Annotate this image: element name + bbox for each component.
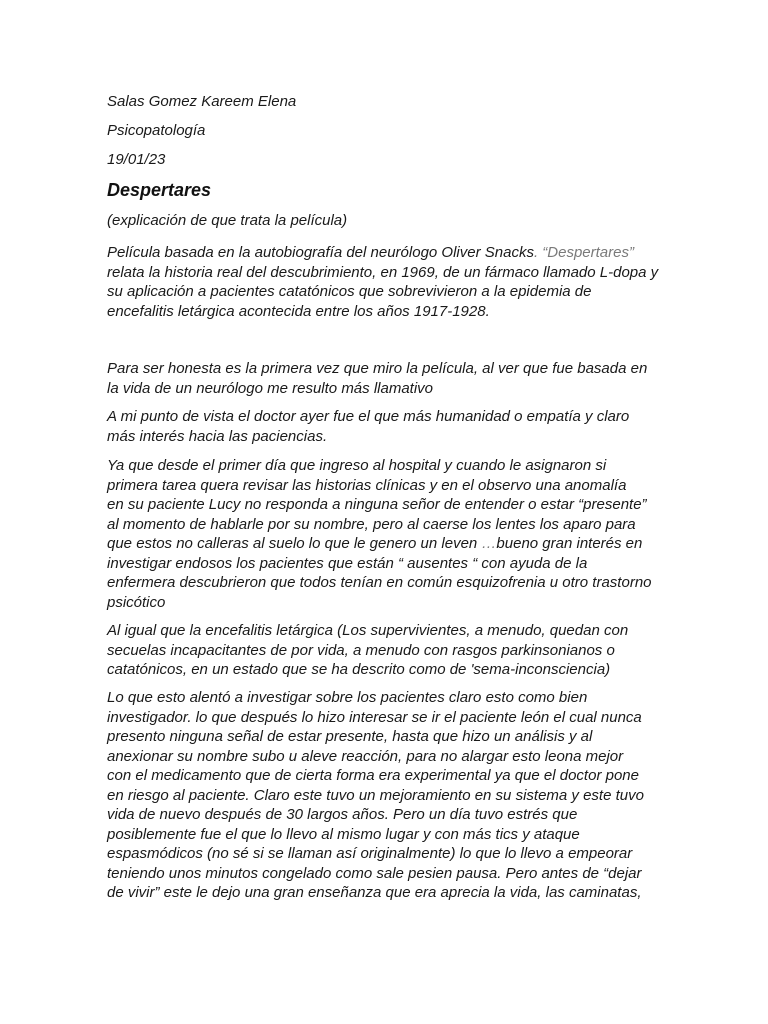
subject-name: Psicopatología (107, 122, 206, 139)
paragraph-3-line-2: más interés hacia las paciencias. (107, 427, 328, 445)
paragraph-6-line-9: espasmódicos (no sé si se llaman así originalmente) lo que lo llevo a empeorar (107, 845, 633, 862)
paragraph-6 (107, 688, 667, 903)
document-date: 19/01/23 (107, 151, 166, 168)
paragraph-2-line-2: la vida de un neurólogo me resulto más llamativo (107, 379, 434, 397)
paragraph-1-line-1: Película basada en la autobiografía del neurólogo Oliver Snacks. “Despertares” (107, 244, 634, 261)
paragraph-6-line-3: presento ninguna señal de estar presente, hasta que hizo un análisis y al (107, 728, 593, 745)
paragraph-3 (107, 407, 667, 446)
paragraph-3-line-1: A mi punto de vista el doctor ayer fue el que más humanidad o empatía y claro (107, 408, 630, 425)
paragraph-6-line-7: vida de nuevo después de 30 largos años. Pero un día tuvo estrés que (107, 806, 578, 823)
paragraph-6-line-2: investigador. lo que después lo hizo interesar se ir el paciente león el cual nunca (107, 708, 642, 726)
document-subtitle: (explicación de que trata la película) (107, 212, 348, 229)
paragraph-2 (107, 359, 667, 398)
paragraph-6-line-4: anexionar su nombre subo u aleve reacción, para no alargar esto leona mejor (107, 747, 624, 765)
paragraph-6-line-11: de vivir” este le dejo una gran enseñanza que era aprecia la vida, las caminatas, (107, 884, 642, 901)
paragraph-6-line-8: posiblemente fue el que lo llevo al mismo lugar y con más tics y ataque (107, 825, 580, 843)
document-title: Despertares (107, 180, 212, 200)
paragraph-1-line-4: encefalitis letárgica acontecida entre los años 1917-1928. (107, 302, 490, 320)
paragraph-5-line-3: catatónicos, en un estado que se ha descrito como de 'sema-inconsciencia) (107, 661, 611, 678)
paragraph-4 (107, 456, 667, 612)
paragraph-1 (107, 243, 667, 321)
paragraph-2-line-1: Para ser honesta es la primera vez que miro la película, al ver que fue basada en (107, 360, 648, 377)
paragraph-4-line-2: primera tarea quera revisar las historias clínicas y en el observo una anomalía (107, 476, 627, 494)
paragraph-1-line-2: relata la historia real del descubrimiento, en 1969, de un fármaco llamado L-dopa y (107, 263, 659, 281)
paragraph-6-line-1: Lo que esto alentó a investigar sobre los pacientes claro esto como bien (107, 689, 588, 706)
paragraph-4-line-5: que estos no calleras al suelo lo que le genero un leven …bueno gran interés en (107, 535, 643, 552)
paragraph-4-line-4: al momento de hablarle por su nombre, pero al caerse los lentes los aparo para (107, 515, 636, 533)
paragraph-4-line-1: Ya que desde el primer día que ingreso al hospital y cuando le asignaron si (107, 457, 607, 474)
paragraph-5-line-2: secuelas incapacitantes de por vida, a menudo con rasgos parkinsonianos o (107, 641, 615, 659)
author-name: Salas Gomez Kareem Elena (107, 93, 297, 110)
paragraph-5 (107, 621, 667, 680)
paragraph-4-line-7: enfermera descubrieron que todos tenían en común esquizofrenia u otro trastorno (107, 574, 652, 591)
paragraph-4-line-8: psicótico (107, 593, 166, 611)
paragraph-6-line-6: en riesgo al paciente. Claro este tuvo un mejoramiento en su sistema y este tuvo (107, 786, 644, 804)
paragraph-1-line-3: su aplicación a pacientes catatónicos que sobrevivieron a la epidemia de (107, 283, 592, 300)
paragraph-5-line-1: Al igual que la encefalitis letárgica (Los supervivientes, a menudo, quedan con (107, 622, 629, 639)
paragraph-4-line-6: investigar endosos los pacientes que están “ ausentes “ con ayuda de la (107, 554, 588, 572)
paragraph-6-line-10: teniendo unos minutos congelado como sale pesien pausa. Pero antes de “dejar (107, 864, 642, 882)
paragraph-4-line-3: en su paciente Lucy no responda a ninguna señor de entender o estar “presente” (107, 496, 647, 513)
paragraph-6-line-5: con el medicamento que de cierta forma era experimental ya que el doctor pone (107, 767, 639, 784)
